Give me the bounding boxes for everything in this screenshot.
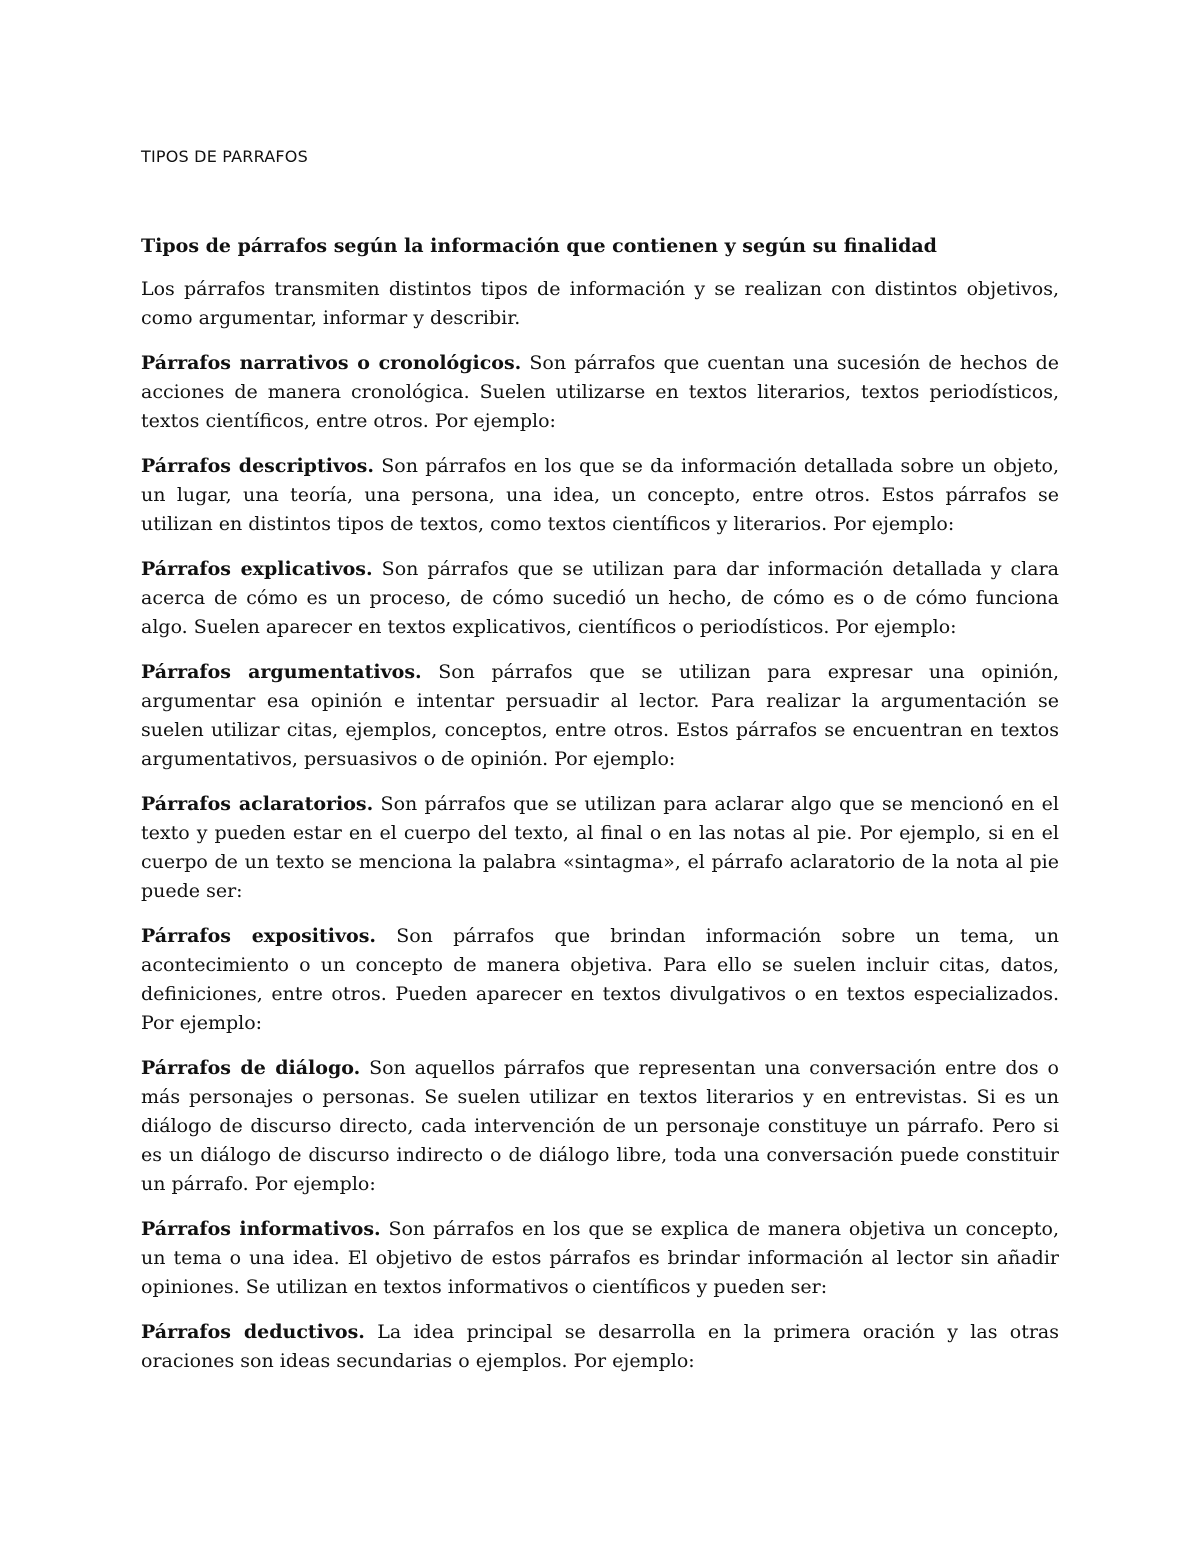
document-body (141, 232, 1059, 1392)
paragraph-aclaratorios (141, 790, 1059, 906)
paragraph-text: La idea principal se desarrolla en la primera oración y las otras oraciones son ideas secundarias o ejemplos. Por ejemplo: (141, 1321, 1059, 1372)
paragraph-term: Párrafos informativos. (141, 1218, 381, 1240)
intro-paragraph: Los párrafos transmiten distintos tipos de información y se realizan con distintos objetivos, como argumentar, informar y describir. (141, 278, 1059, 329)
paragraph-term: Párrafos aclaratorios. (141, 793, 374, 815)
paragraph-informativos (141, 1215, 1059, 1302)
paragraph-text: Son párrafos que se utilizan para dar información detallada y clara acerca de cómo es un proceso, de cómo sucedió un hecho, de cómo es o de cómo funciona algo. Suelen aparecer en textos explicativos, científicos o periodísticos. Por ejemplo: (141, 558, 1059, 638)
paragraph-term: Párrafos de diálogo. (141, 1057, 361, 1079)
paragraph-text: Son párrafos que cuentan una sucesión de hechos de acciones de manera cronológica. Suelen utilizarse en textos literarios, textos periodísticos, textos científicos, entre otros. Por ejemplo: (141, 352, 1060, 432)
paragraph-term: Párrafos argumentativos. (141, 661, 422, 683)
paragraph-term: Párrafos descriptivos. (141, 455, 374, 477)
paragraph-expositivos (141, 922, 1059, 1038)
document-title: TIPOS DE PARRAFOS (141, 147, 308, 166)
paragraph-descriptivos (141, 452, 1059, 539)
paragraph-text: Son párrafos que brindan información sobre un tema, un acontecimiento o un concepto de manera objetiva. Para ello se suelen incluir citas, datos, definiciones, entre otros. Pueden aparecer en textos divulgativos o en textos especializados. Por ejemplo: (141, 925, 1059, 1034)
paragraph-term: Párrafos narrativos o cronológicos. (141, 352, 522, 374)
paragraph-dialogo (141, 1054, 1059, 1199)
paragraph-explicativos (141, 555, 1059, 642)
paragraph-text: Son aquellos párrafos que representan una conversación entre dos o más personajes o personas. Se suelen utilizar en textos literarios y en entrevistas. Si es un diálogo de discurso directo, cada intervención de un personaje constituye un párrafo. Pero si es un diálogo de discurso indirecto o de diálogo libre, toda una conversación puede constituir un párrafo. Por ejemplo: (141, 1057, 1059, 1195)
paragraph-deductivos (141, 1318, 1059, 1376)
paragraph-term: Párrafos expositivos. (141, 925, 377, 947)
paragraph-term: Párrafos explicativos. (141, 558, 373, 580)
paragraph-text: Son párrafos en los que se explica de manera objetiva un concepto, un tema o una idea. El objetivo de estos párrafos es brindar información al lector sin añadir opiniones. Se utilizan en textos informativos o científicos y pueden ser: (141, 1218, 1059, 1298)
paragraph-narrativos (141, 349, 1059, 436)
section-heading: Tipos de párrafos según la información que contienen y según su finalidad (141, 235, 937, 257)
paragraph-text: Son párrafos que se utilizan para expresar una opinión, argumentar esa opinión e intentar persuadir al lector. Para realizar la argumentación se suelen utilizar citas, ejemplos, conceptos, entre otros. Estos párrafos se encuentran en textos argumentativos, persuasivos o de opinión. Por ejemplo: (141, 661, 1059, 770)
paragraph-text: Son párrafos que se utilizan para aclarar algo que se mencionó en el texto y pueden estar en el cuerpo del texto, al final o en las notas al pie. Por ejemplo, si en el cuerpo de un texto se menciona la palabra «sintagma», el párrafo aclaratorio de la nota al pie puede ser: (141, 793, 1059, 902)
paragraph-argumentativos (141, 658, 1059, 774)
paragraph-text: Son párrafos en los que se da información detallada sobre un objeto, un lugar, una teoría, una persona, una idea, un concepto, entre otros. Estos párrafos se utilizan en distintos tipos de textos, como textos científicos y literarios. Por ejemplo: (141, 455, 1059, 535)
paragraph-term: Párrafos deductivos. (141, 1321, 365, 1343)
